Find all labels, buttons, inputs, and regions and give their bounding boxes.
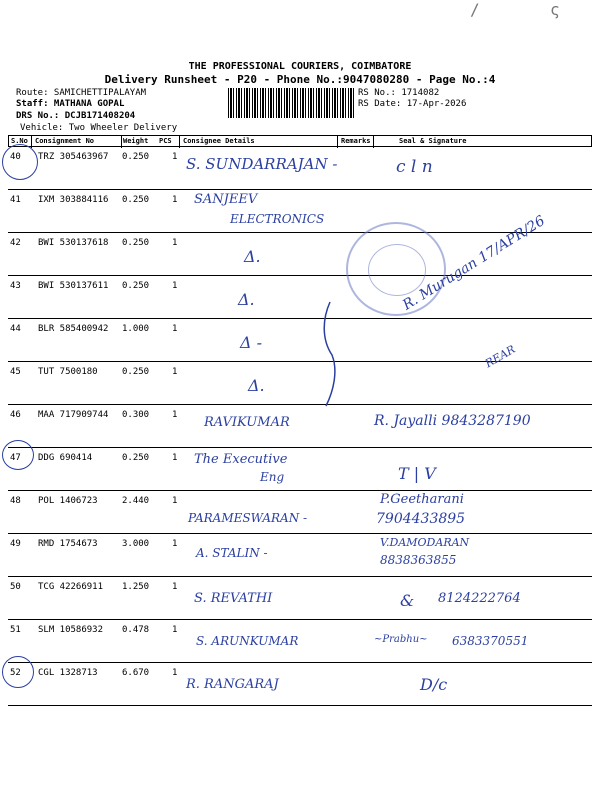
row-pcs: 1 xyxy=(172,324,178,334)
row-consignment: MAA 717909744 xyxy=(38,410,109,420)
bracket-stroke xyxy=(320,300,340,410)
row-consignment: CGL 1328713 xyxy=(38,668,98,678)
row-weight: 0.250 xyxy=(122,453,150,463)
row-sno: 45 xyxy=(10,367,21,377)
barcode xyxy=(228,88,354,118)
handwritten-name: S. REVATHI xyxy=(194,591,273,606)
col-consignee: Consignee Details xyxy=(183,137,255,145)
rs-date: RS Date: 17-Apr-2026 xyxy=(358,99,467,109)
handwritten-name: R. RANGARAJ xyxy=(186,677,279,692)
row-weight: 6.670 xyxy=(122,668,150,678)
table-row xyxy=(8,448,592,491)
row-sno: 51 xyxy=(10,625,21,635)
row-pcs: 1 xyxy=(172,152,178,162)
handwritten-signature: V.DAMODARAN xyxy=(380,536,470,549)
handwritten-name: S. ARUNKUMAR xyxy=(196,634,299,648)
drs-label: DRS No.: DCJB171408204 xyxy=(16,111,136,121)
corner-mark-icon: ς xyxy=(550,0,560,19)
row-sno: 46 xyxy=(10,410,21,420)
staff-label: Staff: MATHANA GOPAL xyxy=(16,99,125,109)
row-pcs: 1 xyxy=(172,668,178,678)
row-pcs: 1 xyxy=(172,453,178,463)
runsheet-subtitle: Delivery Runsheet - P20 - Phone No.:9047080280 - Page No.:4 xyxy=(104,73,496,86)
handwritten-signature: T | V xyxy=(398,464,436,483)
row-sno: 47 xyxy=(10,453,21,463)
row-consignment: DDG 690414 xyxy=(38,453,93,463)
col-consignment: Consignment No xyxy=(35,137,95,145)
table-row xyxy=(8,405,592,448)
table-row xyxy=(8,620,592,663)
table-row xyxy=(8,147,592,190)
row-weight: 0.250 xyxy=(122,195,150,205)
handwritten-name: A. STALIN - xyxy=(196,546,268,560)
circle-mark-row-47 xyxy=(2,440,34,470)
row-sno: 42 xyxy=(10,238,21,248)
vehicle-label: Vehicle: Two Wheeler Delivery xyxy=(20,123,178,133)
handwritten-name-line2: ELECTRONICS xyxy=(230,212,325,226)
row-weight: 0.250 xyxy=(122,238,150,248)
row-pcs: 1 xyxy=(172,410,178,420)
handwritten-delivery-note: R. Murugan 17/APR/26 xyxy=(400,212,548,314)
row-consignment: BWI 530137611 xyxy=(38,281,109,291)
row-sno: 48 xyxy=(10,496,21,506)
col-weight: Weight xyxy=(123,137,149,145)
handwritten-name-line2: Eng xyxy=(260,470,285,484)
handwritten-signature: P.Geetharani xyxy=(380,492,464,507)
table-row xyxy=(8,276,592,319)
handwritten-name: Δ. xyxy=(244,247,261,266)
row-consignment: BWI 530137618 xyxy=(38,238,109,248)
row-sno: 44 xyxy=(10,324,21,334)
row-consignment: BLR 585400942 xyxy=(38,324,109,334)
table-row xyxy=(8,362,592,405)
row-weight: 0.250 xyxy=(122,367,150,377)
circle-mark-row-40 xyxy=(2,144,38,180)
route-label: Route: SAMICHETTIPALAYAM xyxy=(16,88,147,98)
handwritten-name: PARAMESWARAN - xyxy=(188,511,308,525)
row-weight: 0.478 xyxy=(122,625,150,635)
table-header xyxy=(8,135,592,147)
handwritten-signature: R. Jayalli 9843287190 xyxy=(374,413,531,429)
col-sno: S.No xyxy=(11,137,28,145)
table-row xyxy=(8,491,592,534)
row-consignment: TRZ 305463967 xyxy=(38,152,109,162)
row-pcs: 1 xyxy=(172,281,178,291)
row-weight: 3.000 xyxy=(122,539,150,549)
runsheet-header xyxy=(0,60,600,87)
row-consignment: TCG 42266911 xyxy=(38,582,104,592)
row-consignment: SLM 10586932 xyxy=(38,625,104,635)
scribble-signature: & xyxy=(400,591,415,610)
handwritten-phone: 7904433895 xyxy=(376,511,466,527)
rs-number: RS No.: 1714082 xyxy=(358,88,440,98)
row-pcs: 1 xyxy=(172,195,178,205)
row-weight: 2.440 xyxy=(122,496,150,506)
row-sno: 49 xyxy=(10,539,21,549)
row-weight: 0.250 xyxy=(122,152,150,162)
handwritten-name: S. SUNDARRAJAN - xyxy=(186,155,338,173)
row-consignment: IXM 303884116 xyxy=(38,195,109,205)
handwritten-name: The Executive xyxy=(194,452,288,467)
row-pcs: 1 xyxy=(172,582,178,592)
handwritten-signature: c l n xyxy=(396,157,433,177)
handwritten-name: Δ. xyxy=(248,376,265,395)
handwritten-name: RAVIKUMAR xyxy=(204,415,290,430)
handwritten-phone: 8838363855 xyxy=(380,553,457,567)
row-consignment: TUT 7500180 xyxy=(38,367,98,377)
table-row xyxy=(8,577,592,620)
table-row xyxy=(8,534,592,577)
row-sno: 43 xyxy=(10,281,21,291)
table-row xyxy=(8,190,592,233)
row-sno: 50 xyxy=(10,582,21,592)
col-pcs: PCS xyxy=(159,137,172,145)
row-sno: 40 xyxy=(10,152,21,162)
scribble-signature: ~Prabhu~ xyxy=(374,634,428,645)
table-row xyxy=(8,663,592,706)
row-pcs: 1 xyxy=(172,367,178,377)
company-title: THE PROFESSIONAL COURIERS, COIMBATORE xyxy=(188,61,412,72)
corner-mark-icon: / xyxy=(470,0,480,19)
row-pcs: 1 xyxy=(172,539,178,549)
circle-mark-row-52 xyxy=(2,656,34,688)
row-pcs: 1 xyxy=(172,625,178,635)
handwritten-phone: 8124222764 xyxy=(438,591,521,606)
company-seal-stamp xyxy=(346,222,446,316)
row-weight: 0.250 xyxy=(122,281,150,291)
row-pcs: 1 xyxy=(172,238,178,248)
row-weight: 1.250 xyxy=(122,582,150,592)
handwritten-name: Δ - xyxy=(240,333,263,352)
row-consignment: RMD 1754673 xyxy=(38,539,98,549)
handwritten-name: Δ. xyxy=(238,290,255,309)
row-sno: 52 xyxy=(10,668,21,678)
row-sno: 41 xyxy=(10,195,21,205)
row-weight: 1.000 xyxy=(122,324,150,334)
handwritten-signature: D/c xyxy=(420,675,448,694)
handwritten-phone: 6383370551 xyxy=(452,634,529,648)
row-weight: 0.300 xyxy=(122,410,150,420)
col-remarks: Remarks xyxy=(341,137,371,145)
row-consignment: POL 1406723 xyxy=(38,496,98,506)
col-signature: Seal & Signature xyxy=(399,137,467,145)
handwritten-name: SANJEEV xyxy=(194,192,258,207)
handwritten-delivery-note-2: REAR xyxy=(482,342,518,371)
row-pcs: 1 xyxy=(172,496,178,506)
